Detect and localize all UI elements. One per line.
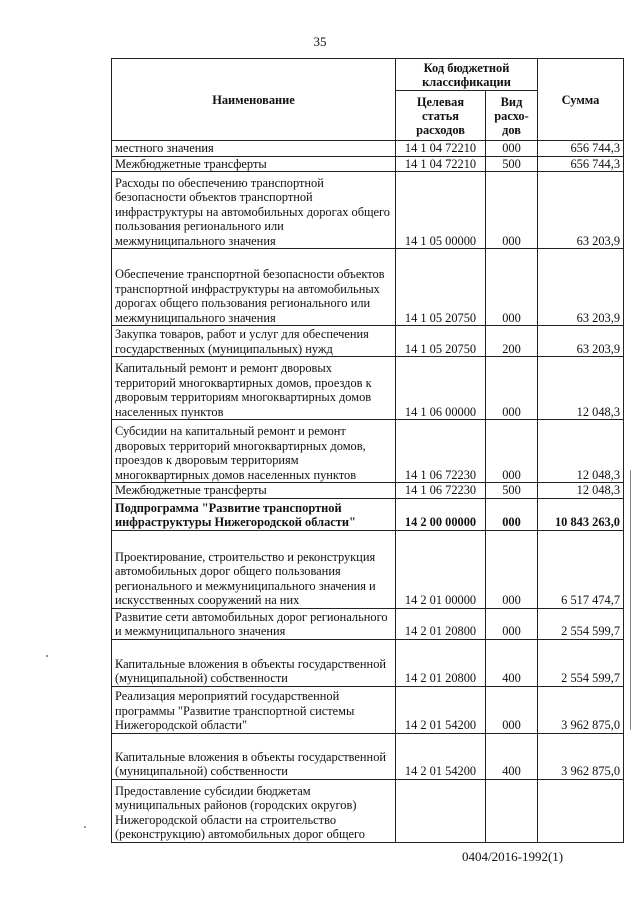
- row-target-article: 14 2 01 54200: [396, 733, 486, 779]
- row-expense-kind: 200: [486, 326, 538, 357]
- table-row: [112, 530, 624, 608]
- table-row: [112, 639, 624, 686]
- row-expense-kind: 000: [486, 498, 538, 530]
- row-target-article: [396, 779, 486, 842]
- row-target-article: 14 1 06 72230: [396, 483, 486, 499]
- row-sum: 3 962 875,0: [538, 686, 624, 733]
- scan-speck: [46, 655, 48, 657]
- row-sum: 2 554 599,7: [538, 639, 624, 686]
- document-code: 0404/2016-1992(1): [462, 849, 564, 864]
- page-number: 35: [313, 34, 327, 49]
- table-row: [112, 733, 624, 779]
- row-sum: 2 554 599,7: [538, 608, 624, 639]
- row-expense-kind: 500: [486, 156, 538, 172]
- row-name: Капитальные вложения в объекты государственной (муниципальной) собственности: [112, 733, 396, 779]
- row-sum: [538, 779, 624, 842]
- header-name: Наименование: [112, 59, 396, 141]
- table-row: [112, 779, 624, 842]
- row-expense-kind: 000: [486, 686, 538, 733]
- row-sum: 10 843 263,0: [538, 498, 624, 530]
- row-name: Межбюджетные трансферты: [112, 483, 396, 499]
- table-row: [112, 326, 624, 357]
- scan-edge-mark: [630, 470, 631, 730]
- table-row: [112, 357, 624, 420]
- row-target-article: 14 2 01 20800: [396, 608, 486, 639]
- row-sum: 656 744,3: [538, 156, 624, 172]
- table-row: [112, 172, 624, 249]
- row-name: Капитальный ремонт и ремонт дворовых территорий многоквартирных домов, проездов к дворовым территориям многоквартирных домов населенных пунктов: [112, 357, 396, 420]
- row-expense-kind: 000: [486, 420, 538, 483]
- row-sum: 656 744,3: [538, 141, 624, 157]
- row-sum: 6 517 474,7: [538, 530, 624, 608]
- row-expense-kind: 000: [486, 530, 538, 608]
- header-budget-code-group: Код бюджетной классификации: [396, 59, 538, 91]
- row-target-article: 14 1 04 72210: [396, 156, 486, 172]
- row-name: Межбюджетные трансферты: [112, 156, 396, 172]
- row-name: Расходы по обеспечению транспортной безопасности объектов транспортной инфраструктуры на автомобильных дорогах общего пользования регионального или межмуниципального значения: [112, 172, 396, 249]
- row-name: Развитие сети автомобильных дорог регионального и межмуниципального значения: [112, 608, 396, 639]
- table-row: [112, 249, 624, 326]
- row-target-article: 14 1 05 20750: [396, 326, 486, 357]
- row-sum: 63 203,9: [538, 249, 624, 326]
- row-expense-kind: 400: [486, 733, 538, 779]
- row-sum: 12 048,3: [538, 483, 624, 499]
- table-row: [112, 608, 624, 639]
- row-name: Капитальные вложения в объекты государственной (муниципальной) собственности: [112, 639, 396, 686]
- row-name: Закупка товаров, работ и услуг для обеспечения государственных (муниципальных) нужд: [112, 326, 396, 357]
- row-target-article: 14 1 05 00000: [396, 172, 486, 249]
- table-row: [112, 686, 624, 733]
- row-sum: 63 203,9: [538, 172, 624, 249]
- row-target-article: 14 2 01 54200: [396, 686, 486, 733]
- row-expense-kind: 000: [486, 249, 538, 326]
- row-sum: 12 048,3: [538, 357, 624, 420]
- row-expense-kind: 000: [486, 357, 538, 420]
- row-sum: 63 203,9: [538, 326, 624, 357]
- row-expense-kind: 000: [486, 141, 538, 157]
- row-name: Подпрограмма "Развитие транспортной инфраструктуры Нижегородской области": [112, 498, 396, 530]
- table-row: [112, 420, 624, 483]
- row-name: Проектирование, строительство и реконструкция автомобильных дорог общего пользования регионального и межмуниципального значения и искусственных сооружений на них: [112, 530, 396, 608]
- table-row: [112, 156, 624, 172]
- row-name: местного значения: [112, 141, 396, 157]
- row-target-article: 14 2 01 20800: [396, 639, 486, 686]
- row-name: Реализация мероприятий государственной программы "Развитие транспортной системы Нижегородской области": [112, 686, 396, 733]
- table-header: [112, 59, 624, 141]
- table-body: [112, 141, 624, 843]
- row-target-article: 14 1 06 00000: [396, 357, 486, 420]
- row-expense-kind: 400: [486, 639, 538, 686]
- table-row: [112, 141, 624, 157]
- row-expense-kind: 000: [486, 608, 538, 639]
- row-name: Субсидии на капитальный ремонт и ремонт дворовых территорий многоквартирных домов, проездов к дворовым территориям многоквартирных домов населенных пунктов: [112, 420, 396, 483]
- row-expense-kind: 000: [486, 172, 538, 249]
- row-target-article: 14 1 06 72230: [396, 420, 486, 483]
- scan-speck: [84, 826, 86, 828]
- row-target-article: 14 1 04 72210: [396, 141, 486, 157]
- row-target-article: 14 2 01 00000: [396, 530, 486, 608]
- row-sum: 12 048,3: [538, 420, 624, 483]
- budget-table: [111, 58, 624, 843]
- table-row: [112, 483, 624, 499]
- row-expense-kind: [486, 779, 538, 842]
- header-sum: Сумма: [538, 59, 624, 141]
- header-expense-kind: Вид расхо-дов: [486, 91, 538, 141]
- row-name: Предоставление субсидии бюджетам муниципальных районов (городских округов) Нижегородской области на строительство (реконструкцию) автомобильных дорог общего: [112, 779, 396, 842]
- header-target-article: Целевая статья расходов: [396, 91, 486, 141]
- row-target-article: 14 2 00 00000: [396, 498, 486, 530]
- row-target-article: 14 1 05 20750: [396, 249, 486, 326]
- row-name: Обеспечение транспортной безопасности объектов транспортной инфраструктуры на автомобильных дорогах общего пользования регионального или межмуниципального значения: [112, 249, 396, 326]
- table-row: [112, 498, 624, 530]
- row-expense-kind: 500: [486, 483, 538, 499]
- row-sum: 3 962 875,0: [538, 733, 624, 779]
